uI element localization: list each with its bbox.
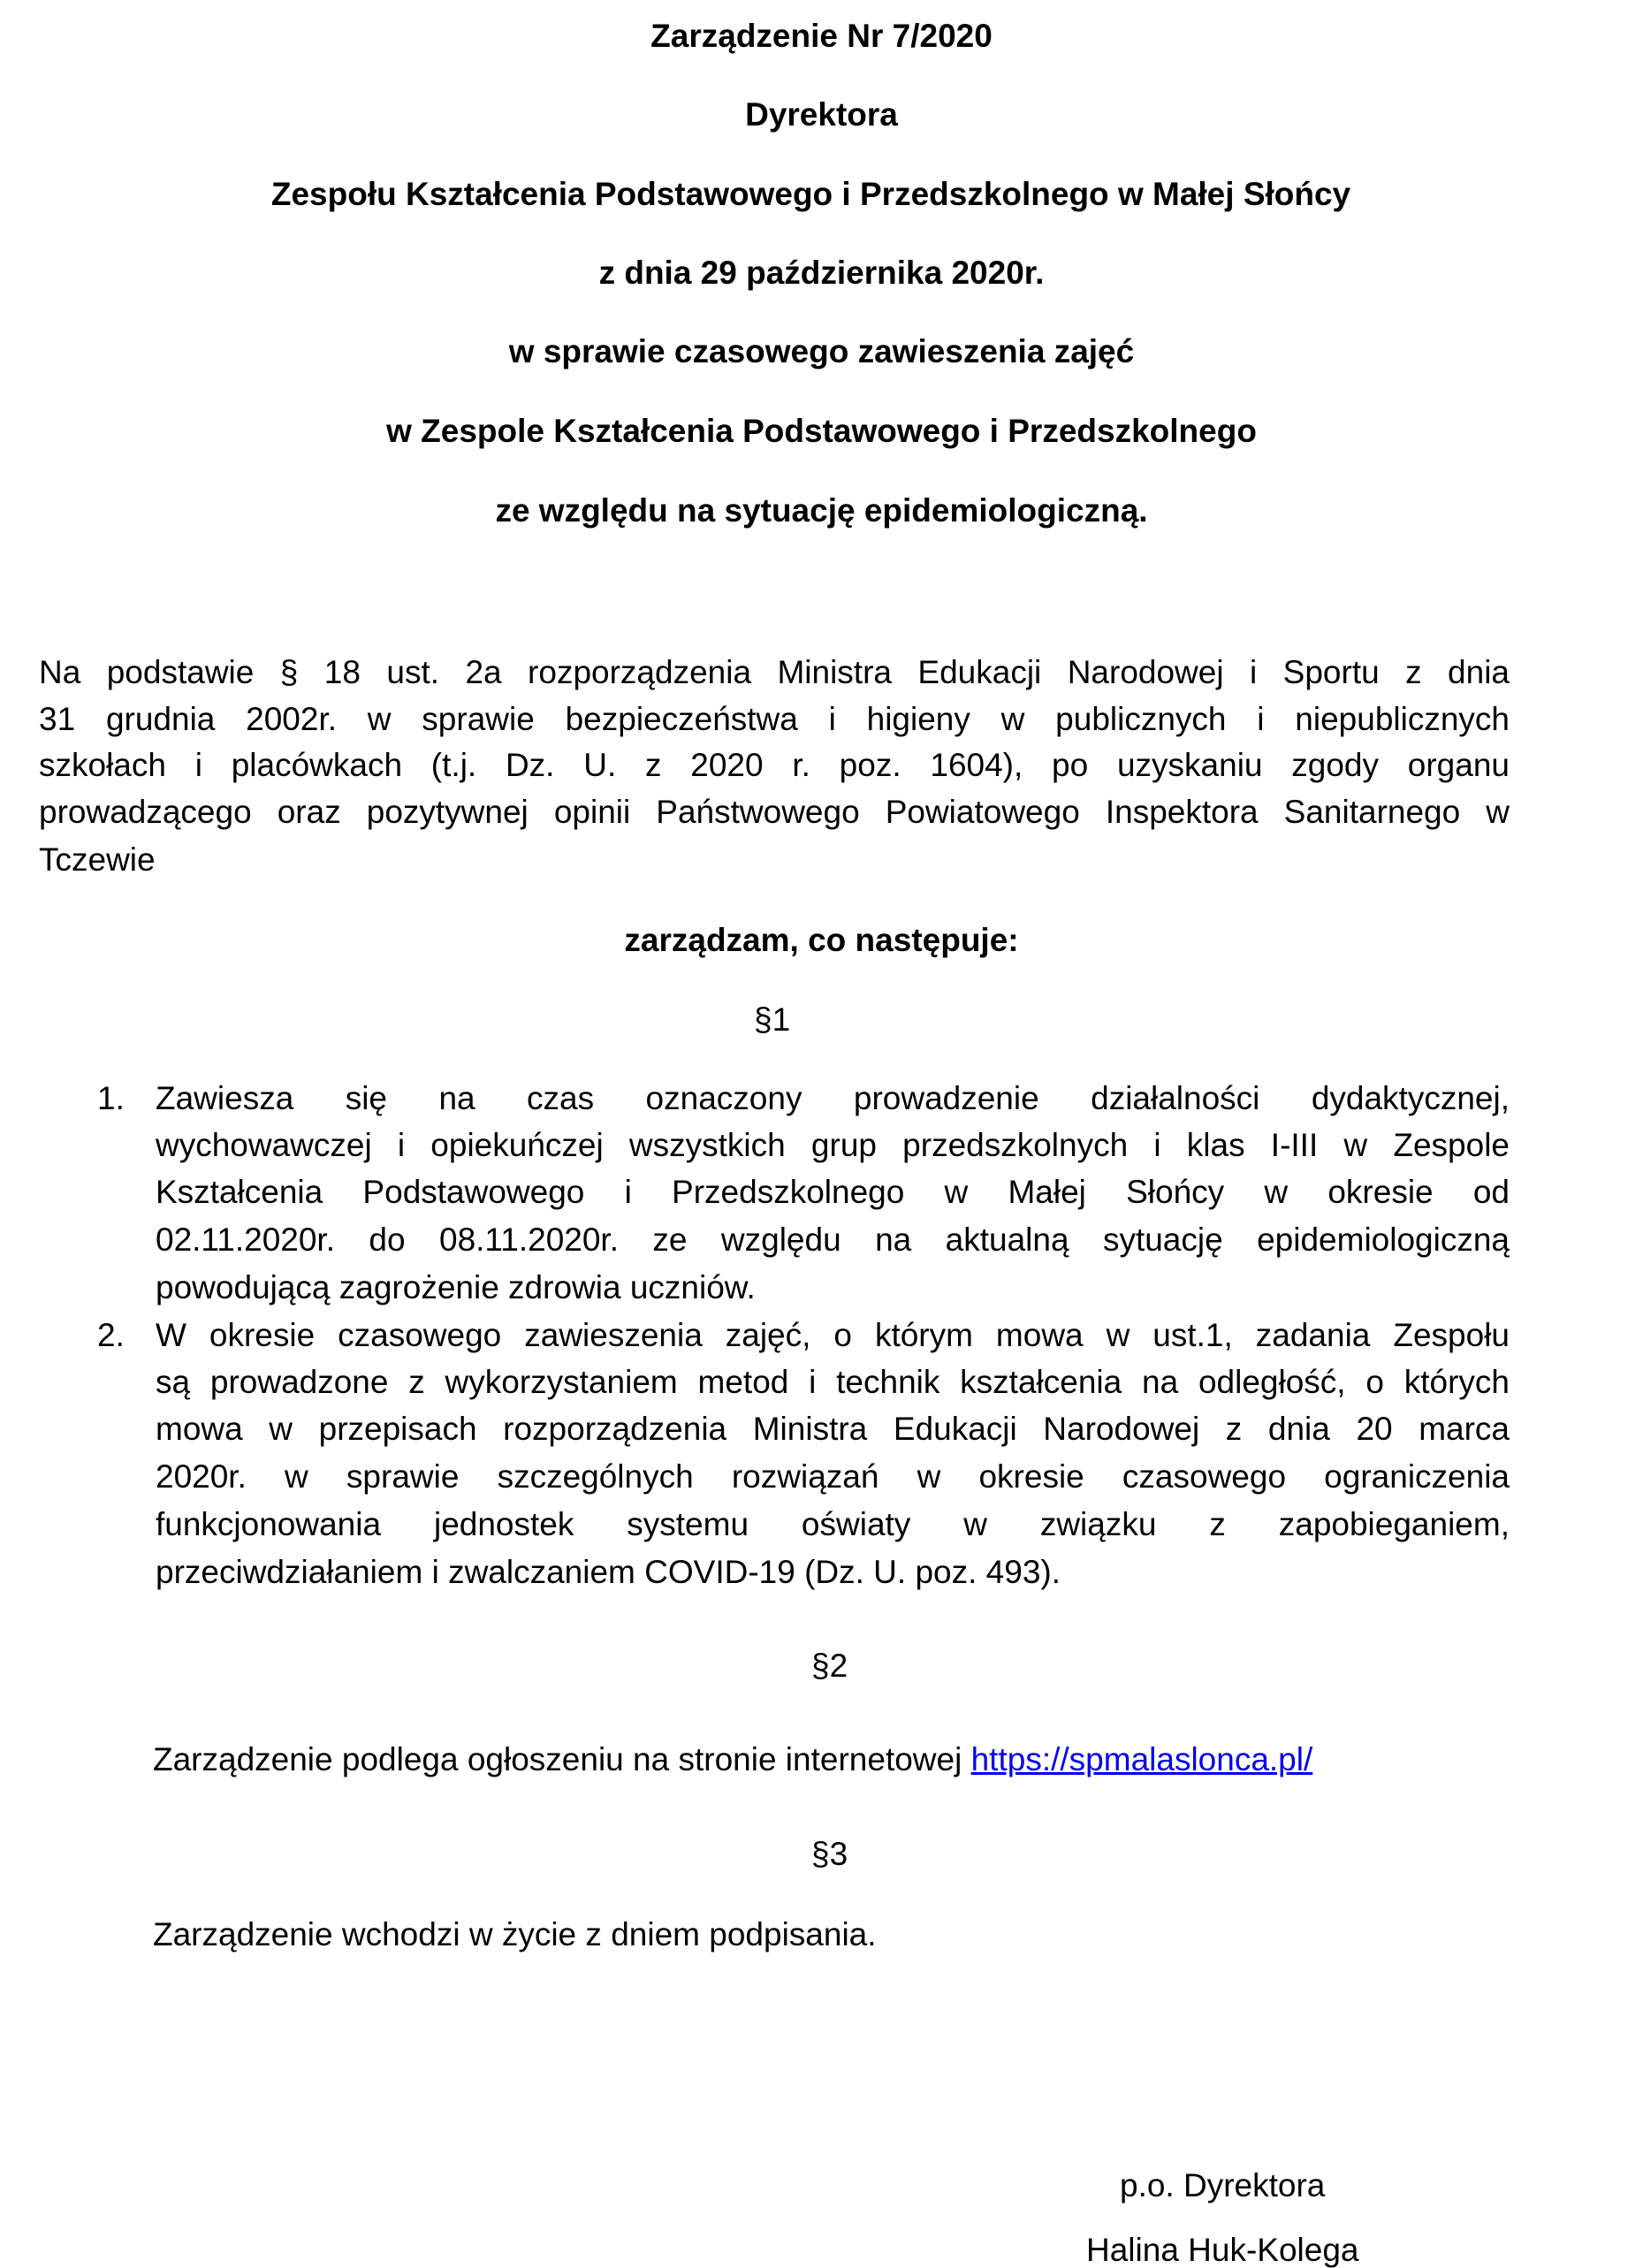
- list-item-number: 1.: [97, 1080, 125, 1116]
- header-subject-2: w Zespole Kształcenia Podstawowego i Przedszkolnego: [386, 413, 1257, 449]
- list-item-line: powodującą zagrożenie zdrowia uczniów.: [156, 1269, 756, 1305]
- header-issuer: Dyrektora: [745, 96, 898, 133]
- preamble-line: szkołach i placówkach (t.j. Dz. U. z 2020 r. poz. 1604), po uzyskaniu zgody organu: [39, 747, 1510, 783]
- list-item-line: W okresie czasowego zawieszenia zajęć, o którym mowa w ust.1, zadania Zespołu: [156, 1317, 1510, 1353]
- signature-name: Halina Huk-Kolega: [1086, 2232, 1359, 2268]
- decree-intro: zarządzam, co następuje:: [624, 922, 1019, 958]
- section-3-heading: §3: [811, 1836, 848, 1872]
- list-item-line: mowa w przepisach rozporządzenia Ministra Edukacji Narodowej z dnia 20 marca: [156, 1411, 1510, 1447]
- website-link[interactable]: https://spmalaslonca.pl/: [970, 1741, 1313, 1777]
- section-2-heading: §2: [811, 1648, 848, 1684]
- section-3-text: Zarządzenie wchodzi w życie z dniem podpisania.: [153, 1916, 877, 1952]
- preamble-line: prowadzącego oraz pozytywnej opinii Państwowego Powiatowego Inspektora Sanitarnego w: [39, 794, 1510, 830]
- list-item-line: są prowadzone z wykorzystaniem metod i technik kształcenia na odległość, o których: [156, 1364, 1510, 1400]
- document-title: Zarządzenie Nr 7/2020: [650, 18, 993, 54]
- header-institution: Zespołu Kształcenia Podstawowego i Przedszkolnego w Małej Słońcy: [270, 176, 1351, 212]
- list-item-line: 02.11.2020r. do 08.11.2020r. ze względu na aktualną sytuację epidemiologiczną: [156, 1222, 1510, 1258]
- preamble-line: 31 grudnia 2002r. w sprawie bezpieczeństwa i higieny w publicznych i niepublicznych: [39, 701, 1510, 737]
- header-date: z dnia 29 października 2020r.: [598, 255, 1045, 291]
- list-item-line: Zawiesza się na czas oznaczony prowadzenie działalności dydaktycznej,: [156, 1080, 1510, 1116]
- header-subject-1: w sprawie czasowego zawieszenia zajęć: [508, 333, 1135, 369]
- section-1-heading: §1: [754, 1001, 791, 1038]
- preamble-line: Tczewie: [39, 841, 156, 878]
- list-item-line: 2020r. w sprawie szczególnych rozwiązań w okresie czasowego ograniczenia: [156, 1458, 1510, 1495]
- section-2-text-row: [153, 1743, 1312, 1776]
- signature-role: p.o. Dyrektora: [1120, 2167, 1326, 2203]
- list-item-line: Kształcenia Podstawowego i Przedszkolnego w Małej Słońcy w okresie od: [156, 1174, 1510, 1210]
- list-item-line: wychowawczej i opiekuńczej wszystkich grup przedszkolnych i klas I-III w Zespole: [156, 1127, 1510, 1163]
- header-subject-3: ze względu na sytuację epidemiologiczną.: [495, 492, 1148, 529]
- section-2-text: Zarządzenie podlega ogłoszeniu na stronie internetowej: [153, 1741, 962, 1777]
- list-item-line: przeciwdziałaniem i zwalczaniem COVID-19 (Dz. U. poz. 493).: [156, 1554, 1061, 1590]
- preamble-line: Na podstawie § 18 ust. 2a rozporządzenia Ministra Edukacji Narodowej i Sportu z dnia: [39, 654, 1510, 690]
- list-item-number: 2.: [97, 1317, 125, 1353]
- list-item-line: funkcjonowania jednostek systemu oświaty w związku z zapobieganiem,: [156, 1506, 1510, 1542]
